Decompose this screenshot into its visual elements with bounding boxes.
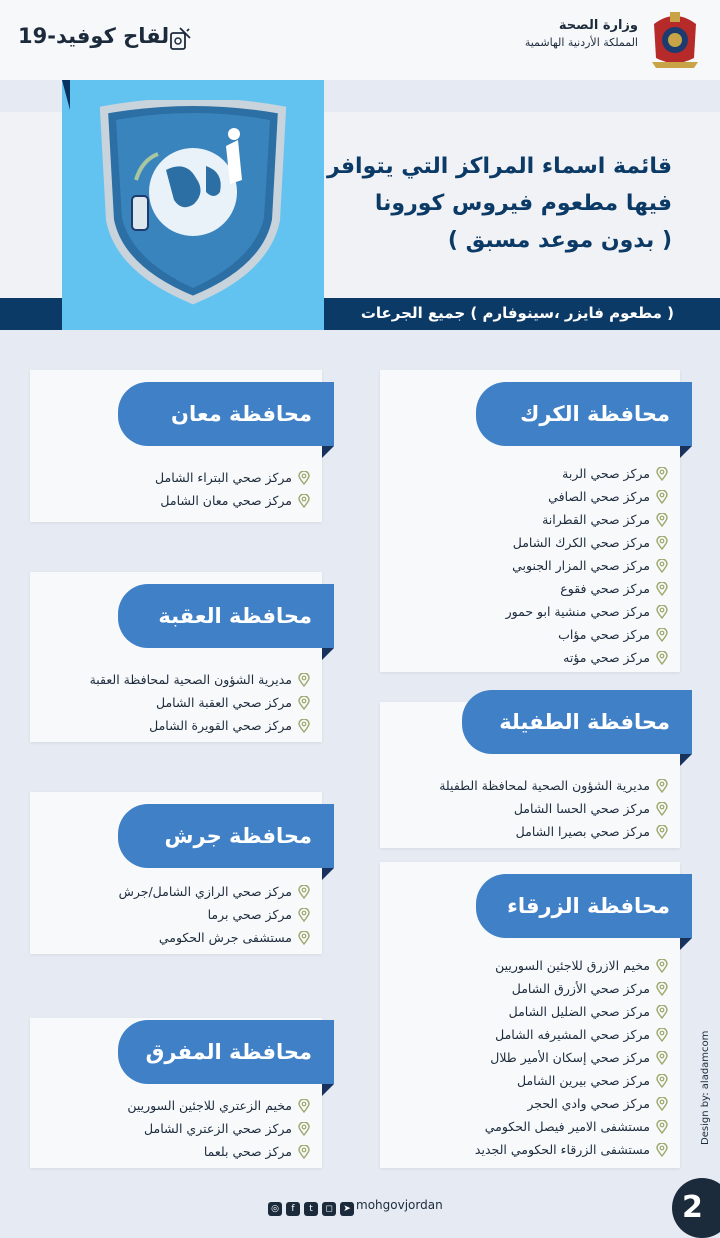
campaign-label: لقاح كوفيد-19	[18, 24, 170, 48]
center-item	[506, 462, 668, 485]
twitter-icon[interactable]: t	[304, 1202, 318, 1216]
center-list	[127, 1094, 310, 1163]
center-item	[90, 691, 310, 714]
center-item	[155, 489, 310, 512]
center-item	[506, 531, 668, 554]
governorate-title: محافظة معان	[118, 382, 334, 446]
center-name: مركز صحي العقبة الشامل	[156, 695, 292, 710]
location-pin-icon	[298, 719, 310, 733]
center-list	[506, 462, 668, 669]
center-name: مديرية الشؤون الصحية لمحافظة العقبة	[89, 672, 292, 687]
center-item	[127, 1117, 310, 1140]
vaccine-icon	[168, 26, 192, 52]
center-name: مستشفى الزرقاء الحكومي الجديد	[474, 1142, 650, 1157]
center-name: مركز صحي القويرة الشامل	[149, 718, 292, 733]
shield-globe-illustration	[96, 100, 290, 306]
center-item	[475, 954, 668, 977]
page-number-badge: 2	[672, 1178, 720, 1238]
center-name: مخيم الازرق للاجئين السوريين	[495, 958, 650, 973]
center-item	[506, 508, 668, 531]
center-name: مركز صحي برما	[207, 907, 292, 922]
card-maan	[30, 370, 322, 522]
center-item	[475, 1115, 668, 1138]
center-name: مركز صحي الكرك الشامل	[512, 535, 650, 550]
center-name: مستشفى جرش الحكومي	[158, 930, 292, 945]
center-item	[155, 466, 310, 489]
center-item	[506, 600, 668, 623]
card-jerash	[30, 792, 322, 954]
center-item	[119, 880, 310, 903]
governorate-title: محافظة الزرقاء	[476, 874, 692, 938]
location-pin-icon	[298, 1099, 310, 1113]
center-name: مديرية الشؤون الصحية لمحافظة الطفيلة	[439, 778, 650, 793]
center-name: مركز صحي الرازي الشامل/جرش	[118, 884, 292, 899]
hero-title-line3: ( بدون موعد مسبق )	[447, 228, 672, 253]
location-pin-icon	[298, 1145, 310, 1159]
location-pin-icon	[298, 673, 310, 687]
governorate-title: محافظة الكرك	[476, 382, 692, 446]
center-item	[506, 646, 668, 669]
center-item	[127, 1140, 310, 1163]
center-item	[90, 668, 310, 691]
hero-subtitle: ( مطعوم فايزر ،سينوفارم ) جميع الجرعات	[360, 304, 674, 322]
governorate-title: محافظة الطفيلة	[462, 690, 692, 754]
location-pin-icon	[298, 494, 310, 508]
location-pin-icon	[656, 982, 668, 996]
center-item	[90, 714, 310, 737]
center-item	[439, 774, 668, 797]
location-pin-icon	[656, 467, 668, 481]
center-name: مركز صحي الضليل الشامل	[508, 1004, 650, 1019]
location-pin-icon	[656, 1028, 668, 1042]
location-pin-icon	[656, 1143, 668, 1157]
center-item	[119, 926, 310, 949]
location-pin-icon	[656, 582, 668, 596]
globe-icon[interactable]: ◎	[268, 1202, 282, 1216]
location-pin-icon	[656, 802, 668, 816]
governorate-title: محافظة المفرق	[118, 1020, 334, 1084]
center-item	[475, 1000, 668, 1023]
ministry-block	[525, 18, 638, 49]
location-pin-icon	[298, 931, 310, 945]
location-pin-icon	[656, 513, 668, 527]
hero-title	[312, 148, 672, 259]
card-karak	[380, 370, 680, 672]
center-name: مستشفى الامير فيصل الحكومي	[484, 1119, 650, 1134]
location-pin-icon	[656, 1097, 668, 1111]
center-list	[439, 774, 668, 843]
location-pin-icon	[298, 696, 310, 710]
center-name: مركز صحي إسكان الأمير طلال	[490, 1050, 650, 1065]
location-pin-icon	[656, 825, 668, 839]
center-item	[127, 1094, 310, 1117]
center-item	[119, 903, 310, 926]
center-name: مركز صحي المشيرفه الشامل	[495, 1027, 650, 1042]
center-item	[475, 1046, 668, 1069]
center-list	[475, 954, 668, 1161]
center-item	[475, 977, 668, 1000]
card-zarqa	[380, 862, 680, 1168]
instagram-icon[interactable]: ◻	[322, 1202, 336, 1216]
center-name: مركز صحي الحسا الشامل	[513, 801, 650, 816]
social-icons	[268, 1202, 354, 1218]
telegram-icon[interactable]: ➤	[340, 1202, 354, 1216]
center-item	[475, 1023, 668, 1046]
governorate-title: محافظة جرش	[118, 804, 334, 868]
center-item	[475, 1069, 668, 1092]
kingdom-name: المملكة الأردنية الهاشمية	[524, 36, 638, 49]
center-item	[439, 797, 668, 820]
center-name: مركز صحي معان الشامل	[160, 493, 292, 508]
center-item	[475, 1092, 668, 1115]
center-name: مركز صحي المزار الجنوبي	[512, 558, 650, 573]
facebook-icon[interactable]: f	[286, 1202, 300, 1216]
location-pin-icon	[656, 1051, 668, 1065]
center-name: مركز صحي مؤاب	[558, 627, 650, 642]
card-tafila	[380, 702, 680, 848]
location-pin-icon	[298, 471, 310, 485]
center-item	[506, 485, 668, 508]
center-list	[119, 880, 310, 949]
governorate-title: محافظة العقبة	[118, 584, 334, 648]
center-name: مركز صحي البتراء الشامل	[155, 470, 292, 485]
location-pin-icon	[656, 779, 668, 793]
center-name: مركز صحي بيرين الشامل	[516, 1073, 650, 1088]
location-pin-icon	[656, 536, 668, 550]
center-item	[506, 577, 668, 600]
center-name: مركز صحي بلعما	[203, 1144, 292, 1159]
card-mafraq	[30, 1018, 322, 1168]
design-credit: Design by: aladamcom	[700, 1030, 711, 1145]
card-aqaba	[30, 572, 322, 742]
hero-title-line2: فيها مطعوم فيروس كورونا	[374, 191, 672, 216]
location-pin-icon	[656, 559, 668, 573]
center-item	[439, 820, 668, 843]
center-name: مركز صحي منشية ابو حمور	[505, 604, 650, 619]
center-name: مخيم الزعتري للاجئين السوريين	[127, 1098, 292, 1113]
center-name: مركز صحي وادي الحجر	[527, 1096, 650, 1111]
center-name: مركز صحي فقوع	[560, 581, 650, 596]
center-item	[475, 1138, 668, 1161]
location-pin-icon	[656, 628, 668, 642]
location-pin-icon	[656, 651, 668, 665]
center-name: مركز صحي الزعتري الشامل	[144, 1121, 292, 1136]
center-item	[506, 554, 668, 577]
location-pin-icon	[656, 1120, 668, 1134]
location-pin-icon	[298, 1122, 310, 1136]
social-handle[interactable]: mohgovjordan	[356, 1198, 443, 1212]
location-pin-icon	[656, 1005, 668, 1019]
hero-title-line1: قائمة اسماء المراكز التي يتوافر	[326, 154, 672, 179]
center-name: مركز صحي الربة	[562, 466, 650, 481]
center-list	[155, 466, 310, 512]
location-pin-icon	[298, 908, 310, 922]
location-pin-icon	[298, 885, 310, 899]
location-pin-icon	[656, 490, 668, 504]
center-name: مركز صحي بصيرا الشامل	[515, 824, 650, 839]
center-list	[90, 668, 310, 737]
center-name: مركز صحي الصافي	[548, 489, 650, 504]
coat-of-arms-logo	[648, 6, 702, 70]
location-pin-icon	[656, 605, 668, 619]
center-name: مركز صحي القطرانة	[542, 512, 650, 527]
center-name: مركز صحي الأزرق الشامل	[511, 981, 650, 996]
location-pin-icon	[656, 959, 668, 973]
center-name: مركز صحي مؤته	[563, 650, 650, 665]
ministry-name: وزارة الصحة	[558, 18, 638, 33]
location-pin-icon	[656, 1074, 668, 1088]
center-item	[506, 623, 668, 646]
